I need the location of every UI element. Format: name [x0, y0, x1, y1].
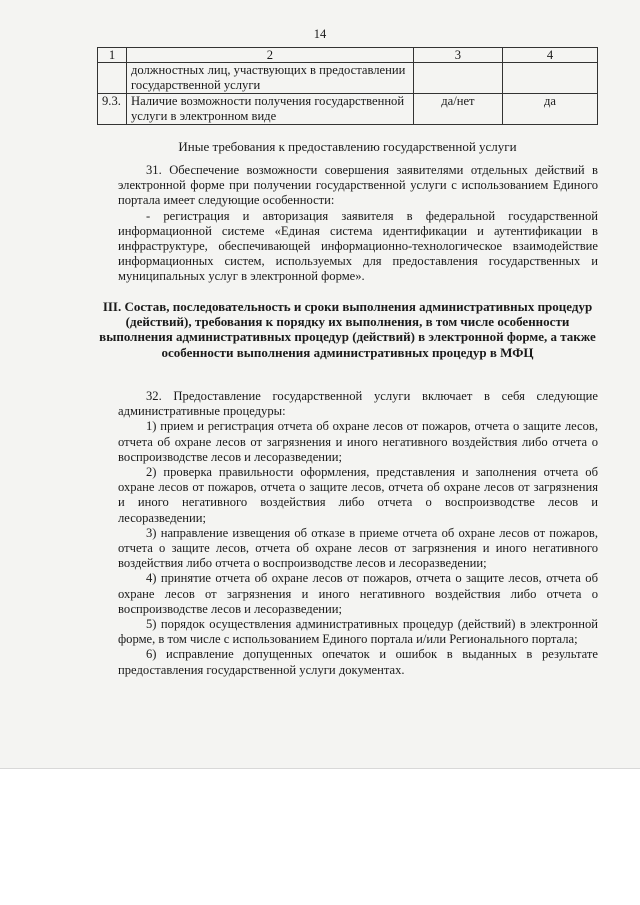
table-header-cell: 3 — [413, 48, 502, 63]
table-cell-value: да — [503, 94, 598, 125]
subsection-title: Иные требования к предоставлению государственной услуги — [178, 139, 517, 154]
requirements-table — [97, 47, 598, 125]
paragraph-32 — [118, 389, 598, 678]
table-cell-text: Наличие возможности получения государственной услуги в электронном виде — [126, 94, 413, 125]
table-cell-text: должностных лиц, участвующих в предоставлении государственной услуги — [126, 63, 413, 94]
procedure-item: 4) принятие отчета об охране лесов от пожаров, отчета о защите лесов, отчета об охране лесов от загрязнения и иного негативного воздействия либо отчета о воспроизводстве лесов и лесоразведении; — [118, 571, 598, 616]
table-header-cell: 4 — [503, 48, 598, 63]
procedure-item: 2) проверка правильности оформления, представления и заполнения отчета об охране лесов от пожаров, отчета о защите лесов, отчета об охране лесов от загрязнения и иного негативного воздействия либо отчета о воспроизводстве лесов и лесоразведении; — [118, 465, 598, 525]
procedure-item: 3) направление извещения об отказе в приеме отчета об охране лесов от пожаров, отчета о защите лесов, отчета об охране лесов от загрязнения и иного негативного воздействия либо отчета о воспроизводстве лесов и лесоразведении; — [118, 525, 598, 571]
paragraph-text: 32. Предоставление государственной услуги включает в себя следующие административные процедуры: — [118, 389, 598, 419]
paragraph-list-item: - регистрация и авторизация заявителя в федеральной государственной информационной системе «Единая система идентификации и аутентификации в инфраструктуре, обеспечивающей информационно-технологическое взаимодействие информационных систем, используемых для предоставления государственных и муниципальных услуг в электронной форме». — [118, 208, 598, 284]
table-cell-value — [413, 63, 502, 94]
table-header-row — [98, 48, 598, 63]
table-cell-value — [503, 63, 598, 94]
section-heading: III. Состав, последовательность и сроки выполнения административных процедур (действий), требования к порядку их выполнения, в том числе особенности выполнения административных процедур (действий) в электронной форме, а также особенности выполнения административных процедур в МФЦ — [99, 299, 596, 360]
table-header-cell: 2 — [126, 48, 413, 63]
procedure-item: 5) порядок осуществления административных процедур (действий) в электронной форме, в том числе с использованием Единого портала и/или Регионального портала; — [118, 617, 598, 647]
procedure-item: 6) исправление допущенных опечаток и ошибок в выданных в результате предоставления государственной услуги документах. — [118, 647, 598, 677]
page-number: 14 — [313, 27, 327, 41]
procedure-item: 1) прием и регистрация отчета об охране лесов от пожаров, отчета о защите лесов, отчета об охране лесов от загрязнения и иного негативного воздействия либо отчета о воспроизводстве лесов и лесоразведении; — [118, 419, 598, 464]
table-cell-value: да/нет — [413, 94, 502, 125]
table-header-cell: 1 — [98, 48, 127, 63]
table-row — [98, 63, 598, 94]
table-cell-num: 9.3. — [98, 94, 127, 125]
paragraph-text: 31. Обеспечение возможности совершения заявителями отдельных действий в электронной форме при получении государственной услуги с использованием Единого портала имеет следующие особенности: — [118, 163, 598, 208]
table-row — [98, 94, 598, 125]
paragraph-31 — [118, 163, 598, 285]
table-cell-num — [98, 63, 127, 94]
